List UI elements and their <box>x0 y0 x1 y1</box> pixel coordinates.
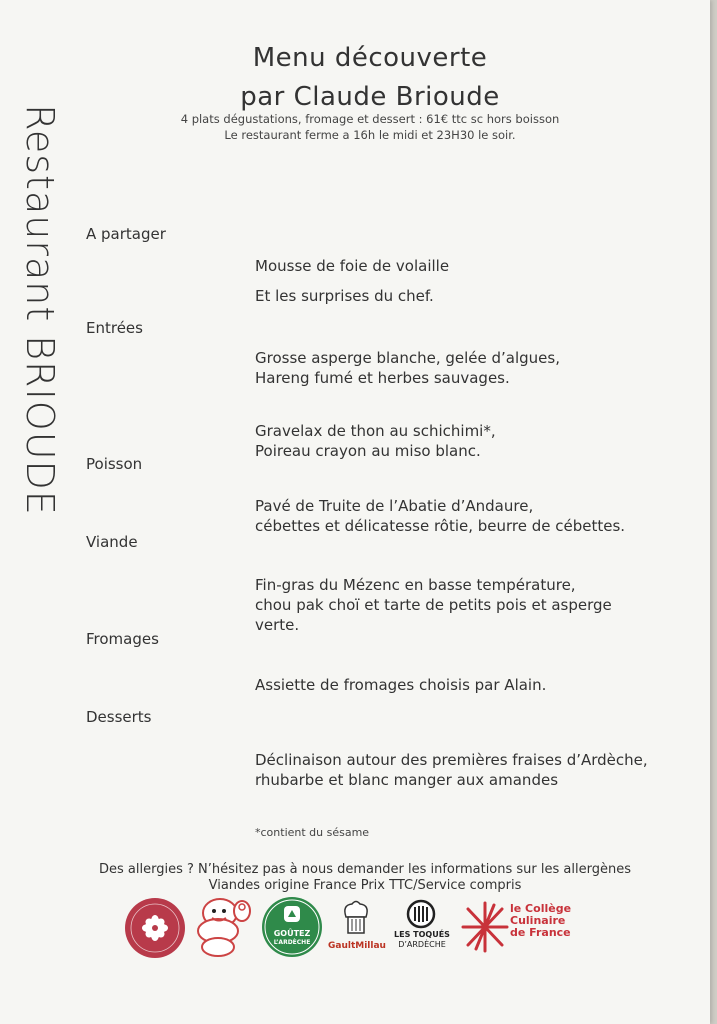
dish-asperge <box>255 348 675 388</box>
dish-line: chou pak choï et tarte de petits pois et asperge <box>255 596 612 614</box>
michelin-bib-logo <box>192 895 254 959</box>
toques-line: LES TOQUÉS <box>394 930 450 939</box>
goutez-ardeche-text <box>268 929 316 947</box>
dish-line: rhubarbe et blanc manger aux amandes <box>255 771 559 789</box>
gault-millau-toque-icon <box>340 899 372 939</box>
dish-line: Fin-gras du Mézenc en basse température, <box>255 576 576 594</box>
gault-millau-text: GaultMillau <box>328 941 386 951</box>
restaurant-vertical-title: Restaurant BRIOUDE <box>18 104 62 516</box>
goutez-line: L’ARDÈCHE <box>273 939 311 946</box>
college-line: le Collège <box>510 902 572 915</box>
dish-mousse: Mousse de foie de volaille <box>255 257 450 275</box>
college-culinaire-star-icon <box>460 899 510 955</box>
dish-line: verte. <box>255 616 300 634</box>
sesame-footnote: *contient du sésame <box>255 826 370 839</box>
allergy-notice: Des allergies ? N’hésitez pas à nous demander les informations sur les allergènes <box>99 862 631 877</box>
section-a-partager: A partager <box>86 225 166 243</box>
dish-line: Pavé de Truite de l’Abatie d’Andaure, <box>255 497 534 515</box>
menu-title: Menu découverte <box>252 43 488 73</box>
toques-line: D’ARDÈCHE <box>398 940 446 949</box>
dish-line: Poireau crayon au miso blanc. <box>255 442 481 460</box>
goutez-line: GOÛTEZ <box>273 929 311 938</box>
price-info: 4 plats dégustations, fromage et dessert : 61€ ttc sc hors boisson <box>180 112 560 126</box>
section-poisson: Poisson <box>86 455 143 473</box>
dish-fin-gras <box>255 575 675 635</box>
dish-line: cébettes et délicatesse rôtie, beurre de cébettes. <box>255 517 626 535</box>
toques-ardeche-text <box>388 930 456 950</box>
partner-logos <box>120 893 600 963</box>
dish-line: Déclinaison autour des premières fraises d’Ardèche, <box>255 751 648 769</box>
dish-fraises <box>255 750 675 790</box>
section-viande: Viande <box>86 533 138 551</box>
section-fromages: Fromages <box>86 630 159 648</box>
toques-ardeche-icon <box>406 899 436 929</box>
etape-savoureuse-logo <box>124 897 186 959</box>
college-line: de France <box>510 926 571 939</box>
dish-line: Grosse asperge blanche, gelée d’algues, <box>255 349 560 367</box>
dish-truite <box>255 496 675 536</box>
college-line: Culinaire <box>510 914 566 927</box>
dish-line: Hareng fumé et herbes sauvages. <box>255 369 510 387</box>
menu-subtitle: par Claude Brioude <box>240 82 500 112</box>
dish-gravelax <box>255 421 675 461</box>
dish-surprises: Et les surprises du chef. <box>255 287 434 305</box>
dish-fromages: Assiette de fromages choisis par Alain. <box>255 676 547 694</box>
dish-line: Gravelax de thon au schichimi*, <box>255 422 496 440</box>
origin-notice: Viandes origine France Prix TTC/Service compris <box>208 878 522 893</box>
college-culinaire-text <box>510 903 590 939</box>
section-entrees: Entrées <box>86 319 143 337</box>
goutez-ardeche-logo <box>260 895 324 959</box>
section-desserts: Desserts <box>86 708 152 726</box>
hours-info: Le restaurant ferme a 16h le midi et 23H30 le soir. <box>224 128 516 142</box>
